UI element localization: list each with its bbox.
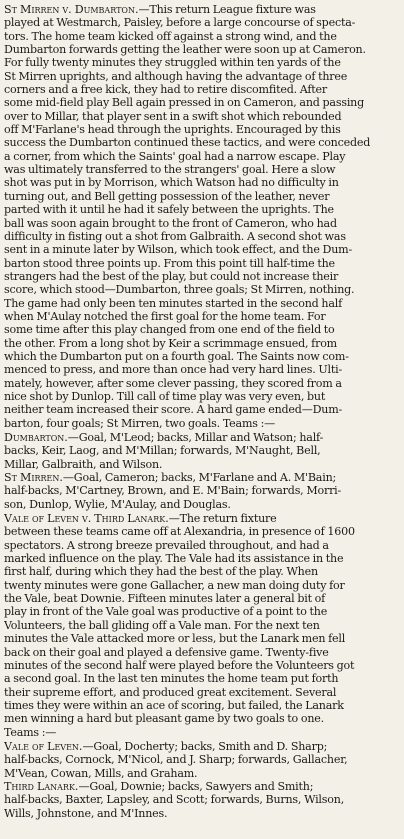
team-text: —Goal, Cameron; backs, M'Farlane and A. M'Bain; — [62, 471, 337, 485]
report-line: back on their goal and played a defensive game. Twenty-five — [4, 645, 329, 659]
report-line: score, which stood—Dumbarton, three goals; St Mirren, nothing. — [4, 283, 355, 297]
report-line: a second goal. In the last ten minutes the home team put forth — [4, 672, 339, 686]
report-line: sent in a minute later by Wilson, which took effect, and the Dum- — [4, 243, 353, 257]
report-line: minutes the Vale attacked more or less, but the Lanark men fell — [4, 632, 346, 646]
report-line: tors. The home team kicked off against a strong wind, and the — [4, 29, 337, 43]
team-line — [4, 780, 401, 793]
team-text: —Goal, Downie; backs, Sawyers and Smith; — [78, 779, 314, 793]
report-line: turning out, and Bell getting possession of the leather, never — [4, 189, 330, 203]
report-line: the other. From a long shot by Keir a scrimmage ensued, from — [4, 336, 337, 350]
team-line: M'Vean, Cowan, Mills, and Graham. — [4, 766, 198, 780]
report-line: which the Dumbarton put on a fourth goal. The Saints now com- — [4, 349, 349, 363]
team-heading: St Mirren. — [4, 471, 63, 485]
match-heading: St Mirren v. Dumbarton. — [4, 3, 139, 16]
report-line: nice shot by Dunlop. Till call of time play was very even, but — [4, 389, 326, 403]
team-list-third-lanark — [4, 780, 401, 820]
report-line: For fully twenty minutes they struggled within ten yards of the — [4, 56, 341, 70]
report-line: when M'Aulay notched the first goal for the home team. For — [4, 309, 326, 323]
team-line: Wills, Johnstone, and M'Innes. — [4, 806, 168, 820]
report-line — [4, 512, 401, 525]
report-line: St Mirren uprights, and although having the advantage of three — [4, 69, 348, 83]
report-text: —This return League fixture was — [138, 3, 316, 16]
report-line: ball was soon again brought to the front of Cameron, who had — [4, 216, 337, 230]
team-line — [4, 740, 401, 753]
report-line: spectators. A strong breeze prevailed throughout, and had a — [4, 538, 329, 552]
report-line: mately, however, after some clever passing, they scored from a — [4, 376, 342, 390]
report-line: barton stood three points up. From this point till half-time the — [4, 256, 335, 270]
team-list-vale-of-leven — [4, 740, 401, 780]
report-line: marked influence on the play. The Vale had its assistance in the — [4, 552, 344, 566]
report-line: difficulty in fisting out a shot from Galbraith. A second shot was — [4, 229, 346, 243]
match-report-vale-of-leven-third-lanark — [4, 512, 401, 739]
report-line: barton, four goals; St Mirren, two goals. Teams :— — [4, 416, 276, 430]
report-line: off M'Farlane's head through the uprights. Encouraged by this — [4, 123, 341, 137]
report-text: —The return fixture — [168, 512, 277, 526]
report-line: over to Millar, that player sent in a swift shot which rebounded — [4, 109, 342, 123]
report-line: play in front of the Vale goal was productive of a point to the — [4, 605, 328, 619]
report-line: their supreme effort, and produced great excitement. Several — [4, 685, 337, 699]
team-list-dumbarton — [4, 431, 401, 471]
team-line — [4, 471, 401, 484]
report-line: Volunteers, the ball gliding off a Vale man. For the next ten — [4, 618, 320, 632]
report-line: menced to press, and more than once had very hard lines. Ulti- — [4, 363, 343, 377]
team-line: Millar, Galbraith, and Wilson. — [4, 457, 163, 471]
report-line: some time after this play changed from one end of the field to — [4, 323, 335, 337]
team-heading: Vale of Leven. — [4, 739, 83, 753]
report-line: The game had only been ten minutes started in the second half — [4, 296, 342, 310]
team-line: backs, Keir, Laog, and M'Millan; forwards, M'Naught, Bell, — [4, 444, 321, 458]
report-line: played at Westmarch, Paisley, before a large concourse of specta- — [4, 16, 356, 30]
team-list-st-mirren — [4, 471, 401, 511]
report-line: strangers had the best of the play, but could not increase their — [4, 269, 339, 283]
report-line: minutes of the second half were played before the Volunteers got — [4, 658, 355, 672]
report-line: men winning a hard but pleasant game by two goals to one. — [4, 712, 324, 726]
team-heading: Third Lanark. — [4, 779, 79, 793]
team-line: half-backs, Cornock, M'Nicol, and J. Sharp; forwards, Gallacher, — [4, 753, 348, 767]
report-line: Teams :— — [4, 725, 57, 739]
report-line: neither team increased their score. A hard game ended—Dum- — [4, 403, 343, 417]
team-text: —Goal, Docherty; backs, Smith and D. Sharp; — [82, 739, 328, 753]
report-line: success the Dumbarton continued these tactics, and were conceded — [4, 136, 371, 150]
team-line: half-backs, Baxter, Lapsley, and Scott; forwards, Burns, Wilson, — [4, 793, 345, 807]
team-line: son, Dunlop, Wylie, M'Aulay, and Douglas. — [4, 497, 231, 511]
report-line: between these teams came off at Alexandria, in presence of 1600 — [4, 525, 355, 539]
match-heading: Vale of Leven v. Third Lanark. — [4, 512, 169, 526]
report-line: some mid-field play Bell again pressed in on Cameron, and passing — [4, 96, 365, 110]
report-line: first half, during which they had the best of the play. When — [4, 565, 318, 579]
team-text: —Goal, M'Leod; backs, Millar and Watson; half- — [67, 431, 324, 444]
team-line — [4, 431, 401, 444]
report-line: times they were within an ace of scoring, but failed, the Lanark — [4, 698, 344, 712]
report-line: was ultimately transferred to the strangers' goal. Here a slow — [4, 163, 336, 177]
report-line: a corner, from which the Saints' goal had a narrow escape. Play — [4, 149, 346, 163]
report-line: shot was put in by Morrison, which Watson had no difficulty in — [4, 176, 339, 190]
report-line: Dumbarton forwards getting the leather were soon up at Cameron. — [4, 43, 366, 57]
report-line: corners and a free kick, they had to retire discomfited. After — [4, 83, 327, 97]
report-line — [4, 3, 401, 16]
report-line: parted with it until he had it safely between the uprights. The — [4, 203, 334, 217]
match-report-st-mirren-dumbarton — [4, 3, 401, 430]
team-line: half-backs, M'Cartney, Brown, and E. M'Bain; forwards, Morri- — [4, 484, 342, 498]
report-line: twenty minutes were gone Gallacher, a new man doing duty for — [4, 578, 345, 592]
report-line: the Vale, beat Downie. Fifteen minutes later a general bit of — [4, 592, 326, 606]
team-heading: Dumbarton. — [4, 431, 68, 444]
